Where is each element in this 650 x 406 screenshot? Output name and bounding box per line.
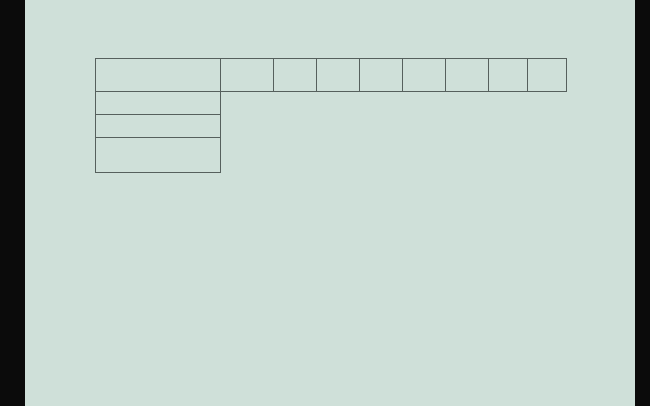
year-header (446, 59, 489, 92)
period-header (221, 59, 274, 92)
year-header (489, 59, 528, 92)
row-label (96, 115, 221, 138)
year-header (317, 59, 360, 92)
document-page (25, 0, 635, 406)
year-header (274, 59, 317, 92)
row-label (96, 92, 221, 115)
year-header (528, 59, 567, 92)
row-label (96, 138, 221, 173)
year-header (360, 59, 403, 92)
year-header (403, 59, 446, 92)
summary-table (95, 58, 567, 173)
blank-header (96, 59, 221, 92)
